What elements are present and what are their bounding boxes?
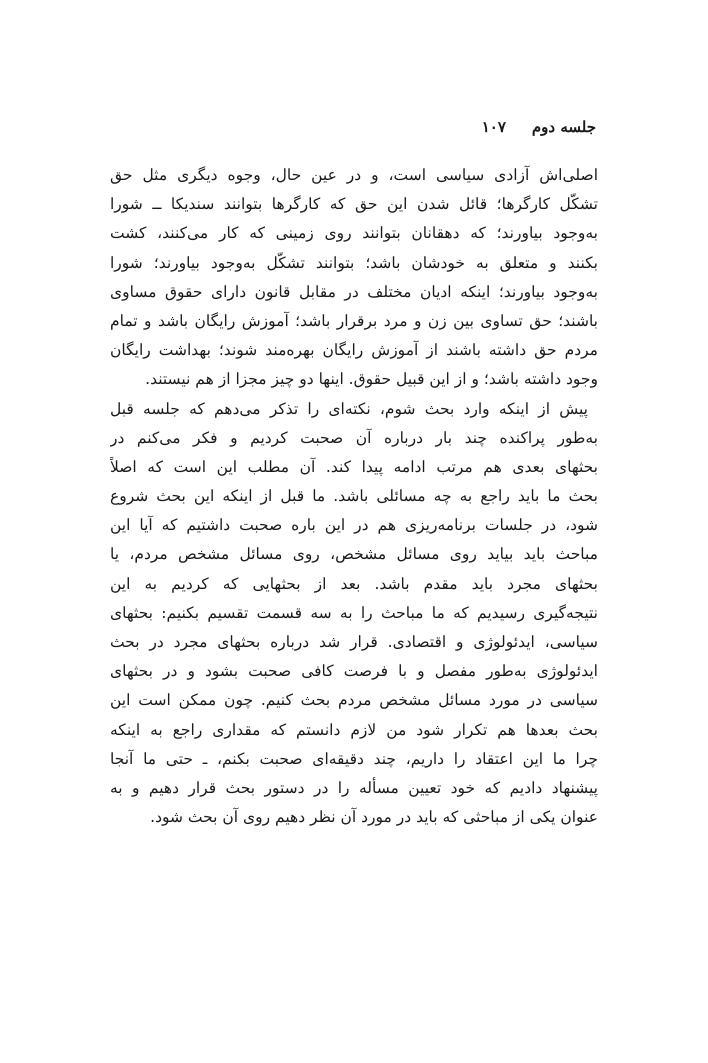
text-line: نتیجه‌گیری رسیدیم که ما مباحث را به سه قسمت تقسیم بکنیم: بحثهای: [110, 603, 598, 622]
text-line: باشند؛ حق تساوی بین زن و مرد برقرار باشد؛ آموزش رایگان باشد و تمام: [110, 311, 598, 330]
text-line: سیاسی در مورد مسائل مشخص مردم بحث کنیم. چون ممکن است این: [110, 691, 598, 710]
text-line: مباحث باید بیاید روی مسائل مشخص، روی مسائل مشخص مردم، یا: [110, 545, 598, 564]
text-line: شود، در جلسات برنامه‌ریزی هم در این باره صحبت داشتیم که آیا این: [110, 516, 598, 535]
text-line: بحث ما باید راجع به چه مسائلی باشد. ما قبل از اینکه این بحث شروع: [110, 487, 598, 506]
chapter-title: جلسه دوم: [531, 118, 596, 136]
text-line: بکنند و متعلق به خودشان باشد؛ بتوانند تشکّل به‌وجود بیاورند؛ شورا: [110, 253, 598, 272]
text-line: تشکّل کارگرها؛ قائل شدن این حق که کارگرها بتوانند سندیکا ــ شورا: [110, 195, 598, 214]
text-line: به‌طور پراکنده چند بار درباره آن صحبت کردیم و فکر می‌کنم در: [110, 428, 598, 447]
text-line: سیاسی، ایدئولوژی و اقتصادی. قرار شد درباره بحثهای مجرد در بحث: [110, 633, 598, 651]
text-line: بحثهای مجرد باید مقدم باشد. بعد از بحثهایی که کردیم به این: [110, 574, 598, 593]
paragraph-end-line: عنوان یکی از مباحثی که باید در مورد آن نظر دهیم روی آن بحث شود.: [150, 808, 598, 827]
paragraph-start-line: پیش از اینکه وارد بحث شوم، نکته‌ای را تذکر می‌دهم که جلسه قبل: [110, 399, 588, 418]
text-line: به‌وجود بیاورند؛ که دهقانان بتوانند روی زمینی که کار می‌کنند، کشت: [110, 224, 598, 243]
text-line: بحثهای بعدی هم مرتب ادامه پیدا کند. آن مطلب این است که اصلاً: [110, 457, 598, 476]
text-line: پیشنهاد دادیم که خود تعیین مسأله را در دستور بحث قرار دهیم و به: [110, 778, 598, 797]
text-line: مردم حق داشته باشند از آموزش رایگان بهره‌مند شوند؛ بهداشت رایگان: [110, 341, 598, 360]
text-line: اصلی‌اش آزادی سیاسی است، و در عین حال، وجوه دیگری مثل حق: [110, 166, 598, 184]
text-line: چرا ما این اعتقاد را داریم، چند دقیقه‌ای صحبت بکنم، ـ حتی ما آنجا: [110, 749, 598, 768]
text-line: ایدئولوژی به‌طور مفصل و با فرصت کافی صحبت بشود و در بحثهای: [110, 662, 598, 681]
running-header: [482, 118, 596, 136]
text-line: بحث بعدها هم تکرار شود من لازم دانستم که مقداری راجع به اینکه: [110, 720, 598, 739]
text-line: به‌وجود بیاورند؛ اینکه ادیان مختلف در مقابل قانون دارای حقوق مساوی: [110, 282, 598, 301]
body-text: [110, 161, 598, 832]
page-number: ۱۰۷: [481, 118, 506, 136]
paragraph-end-line: وجود داشته باشد؛ و از این قبیل حقوق. اینها دو چیز مجزا از هم نیستند.: [145, 370, 598, 389]
